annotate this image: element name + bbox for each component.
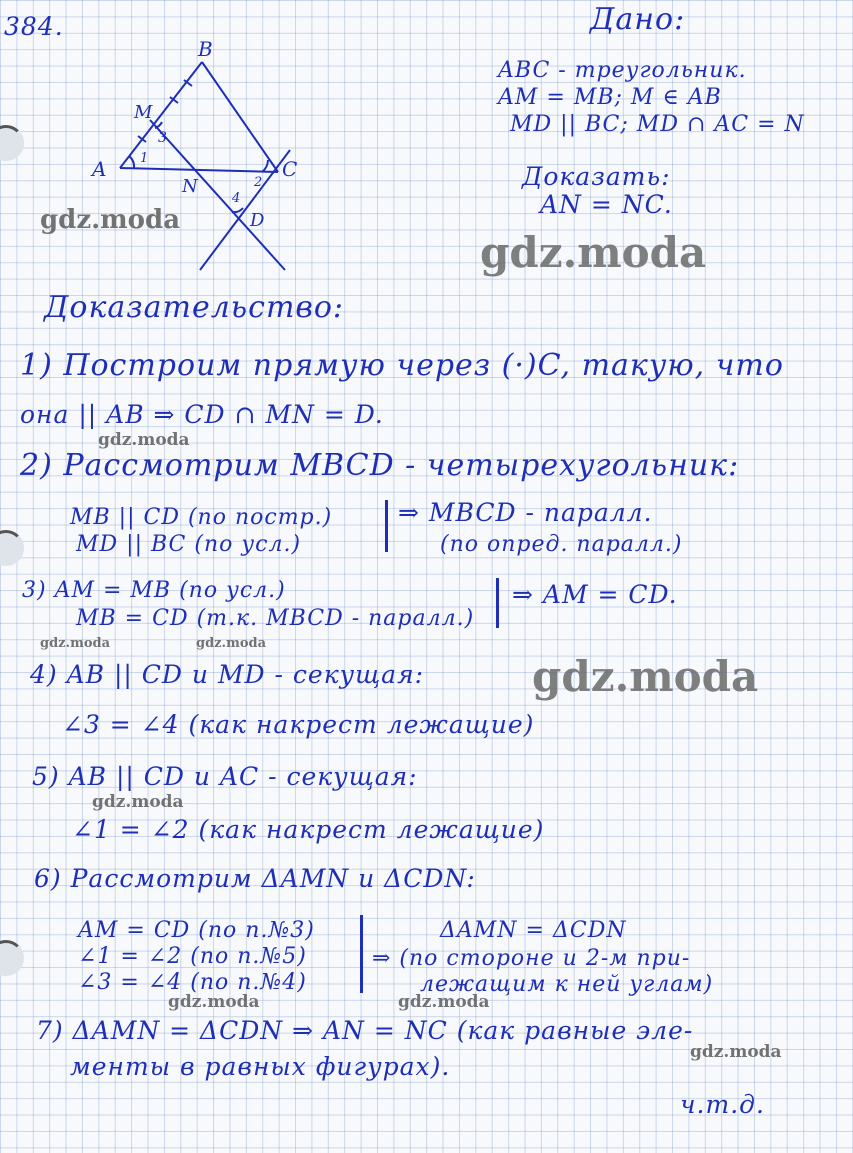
step2-cond1: MB || CD (по постр.) [70, 505, 333, 530]
step6-result3: лежащим к ней углам) [420, 972, 714, 997]
angle-4-arc [232, 208, 243, 212]
watermark: gdz.moda [196, 636, 267, 651]
segment-bc [202, 62, 278, 172]
punch-hole-middle [0, 530, 24, 566]
step5-heading: 5) AB || CD и AC - секущая: [32, 762, 418, 791]
step6-heading: 6) Рассмотрим ΔAMN и ΔCDN: [34, 864, 476, 893]
angle-2-arc [262, 160, 268, 172]
step3-cond2: MB = CD (т.к. MBCD - паралл.) [76, 606, 475, 631]
step7-line1: 7) ΔAMN = ΔCDN ⇒ AN = NC (как равные эле- [36, 1016, 694, 1045]
watermark: gdz.moda [168, 992, 260, 1012]
conclusion-qed: ч.т.д. [680, 1090, 765, 1119]
watermark: gdz.moda [40, 636, 111, 651]
step4-line: ∠3 = ∠4 (как накрест лежащие) [62, 710, 535, 739]
label-m: M [134, 102, 153, 123]
step4-heading: 4) AB || CD и MD - секущая: [30, 660, 425, 689]
step2-result1: ⇒ MBCD - паралл. [398, 498, 653, 527]
label-angle-1: 1 [140, 151, 149, 166]
step3-brace [496, 578, 499, 628]
segment-ac [120, 168, 278, 172]
step1-line2: она || AB ⇒ CD ∩ MN = D. [20, 400, 384, 429]
angle-1-arc [129, 156, 134, 168]
step6-result1: ΔAMN = ΔCDN [440, 918, 627, 943]
step5-line: ∠1 = ∠2 (как накрест лежащие) [72, 815, 545, 844]
step3-cond1: 3) AM = MB (по усл.) [22, 578, 286, 603]
step3-result: ⇒ AM = CD. [512, 580, 678, 609]
step6-cond3: ∠3 = ∠4 (по п.№4) [78, 970, 307, 995]
step2-cond2: MD || BC (по усл.) [76, 532, 302, 557]
label-c: C [282, 157, 298, 181]
proof-title: Доказательство: [44, 290, 345, 325]
prove-statement: AN = NC. [540, 190, 673, 219]
segment-ab [120, 62, 202, 168]
watermark: gdz.moda [480, 228, 707, 277]
given-line-2: AM = MB; M ∈ AB [498, 85, 722, 110]
watermark: gdz.moda [398, 992, 490, 1012]
watermark: gdz.moda [532, 652, 759, 701]
line-cd [200, 150, 290, 270]
step6-cond1: AM = CD (по п.№3) [78, 918, 315, 943]
punch-hole-bottom [0, 940, 24, 976]
problem-number: 384. [4, 12, 64, 41]
label-b: B [198, 37, 213, 61]
given-line-1: ABC - треугольник. [498, 58, 747, 83]
step2-heading: 2) Рассмотрим MBCD - четырехугольник: [20, 448, 740, 483]
step6-result2: ⇒ (по стороне и 2-м при- [372, 946, 691, 971]
watermark: gdz.moda [690, 1042, 782, 1062]
step1-line1: 1) Построим прямую через (·)C, такую, что [20, 348, 784, 383]
label-angle-4: 4 [232, 191, 241, 206]
step2-brace [385, 500, 388, 552]
step7-line2: менты в равных фигурах). [70, 1052, 451, 1081]
step6-brace [360, 915, 363, 993]
given-line-3: MD || BC; MD ∩ AC = N [510, 112, 805, 137]
label-angle-3: 3 [158, 130, 167, 146]
step2-result2: (по опред. паралл.) [440, 532, 683, 557]
given-title: Дано: [590, 2, 686, 37]
watermark: gdz.moda [98, 430, 190, 450]
label-d: D [250, 210, 265, 231]
watermark: gdz.moda [92, 792, 184, 812]
label-a: A [92, 157, 107, 181]
prove-title: Доказать: [522, 162, 671, 191]
watermark: gdz.moda [40, 205, 181, 235]
triangle-figure [0, 0, 300, 280]
step6-cond2: ∠1 = ∠2 (по п.№5) [78, 944, 307, 969]
label-n: N [182, 176, 198, 197]
label-angle-2: 2 [254, 175, 263, 190]
